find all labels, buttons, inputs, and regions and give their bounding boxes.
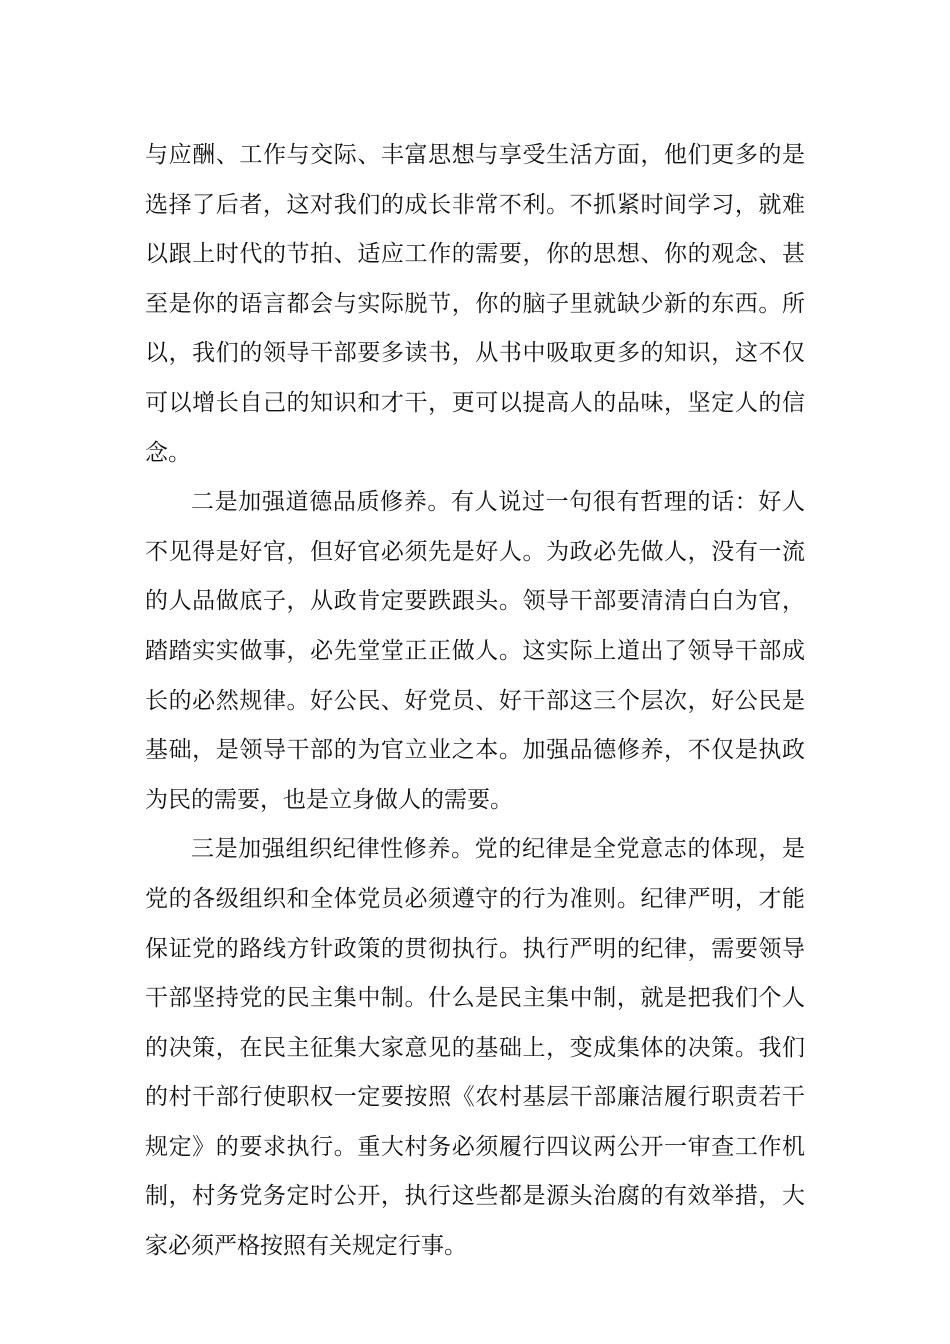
document-body bbox=[145, 131, 805, 1272]
paragraph-continuation: 与应酬、工作与交际、丰富思想与享受生活方面，他们更多的是选择了后者，这对我们的成长非常不利。不抓紧时间学习，就难以跟上时代的节拍、适应工作的需要，你的思想、你的观念、甚至是你的语言都会与实际脱节，你的脑子里就缺少新的东西。所以，我们的领导干部要多读书，从书中吸取更多的知识，这不仅可以增长自己的知识和才干，更可以提高人的品味，坚定人的信念。 bbox=[145, 142, 805, 466]
paragraph-discipline-cultivation: 三是加强组织纪律性修养。党的纪律是全党意志的体现，是党的各级组织和全体党员必须遵守的行为准则。纪律严明，才能保证党的路线方针政策的贯彻执行。执行严明的纪律，需要领导干部坚持党的民主集中制。什么是民主集中制，就是把我们个人的决策，在民主征集大家意见的基础上，变成集体的决策。我们的村干部行使职权一定要按照《农村基层干部廉洁履行职责若干规定》的要求执行。重大村务必须履行四议两公开一审查工作机制，村务党务定时公开，执行这些都是源头治腐的有效举措，大家必须严格按照有关规定行事。 bbox=[145, 836, 805, 1260]
paragraph-moral-cultivation: 二是加强道德品质修养。有人说过一句很有哲理的话：好人不见得是好官，但好官必须先是好人。为政必先做人，没有一流的人品做底子，从政肯定要跌跟头。领导干部要清清白白为官，踏踏实实做事，必先堂堂正正做人。这实际上道出了领导干部成长的必然规律。好公民、好党员、好干部这三个层次，好公民是基础，是领导干部的为官立业之本。加强品德修养，不仅是执政为民的需要，也是立身做人的需要。 bbox=[145, 489, 805, 813]
